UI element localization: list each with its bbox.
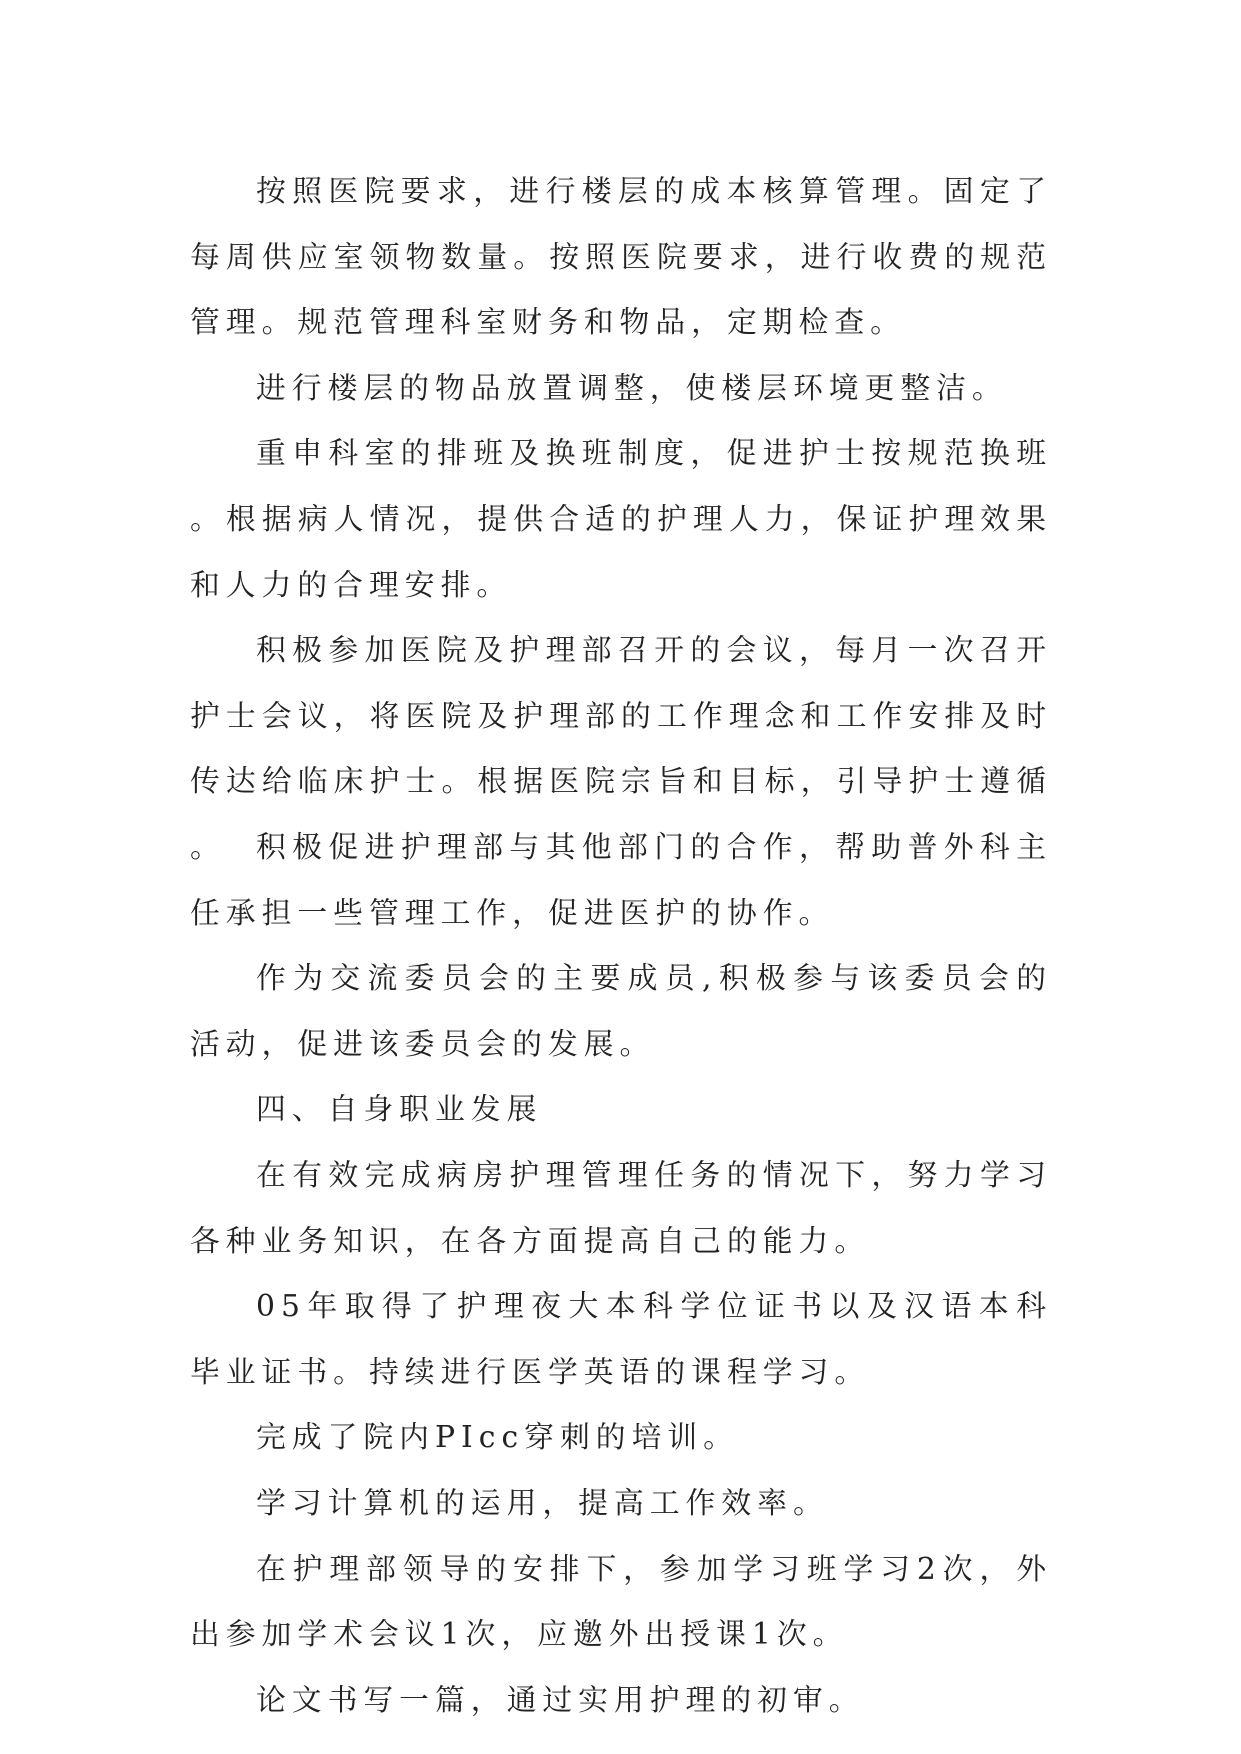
section-heading: 四、自身职业发展: [256, 1092, 543, 1128]
paragraph-thesis: 论文书写一篇，通过实用护理的初审。: [256, 1682, 865, 1718]
paragraph-computer-skills: 学习计算机的运用，提高工作效率。: [256, 1485, 829, 1521]
paragraph-cooperation: 积极促进护理部与其他部门的合作，帮助普外科主任承担一些管理工作，促进医护的协作。: [190, 829, 1052, 931]
paragraph-committee: 作为交流委员会的主要成员,积极参与该委员会的活动，促进该委员会的发展。: [190, 961, 1052, 1062]
paragraph-floor-arrangement: 进行楼层的物品放置调整，使楼层环境更整洁。: [256, 370, 1008, 406]
paragraph-study: 在有效完成病房护理管理任务的情况下，努力学习各种业务知识，在各方面提高自己的能力。: [190, 1157, 1052, 1259]
paragraph-cost-management: 按照医院要求，进行楼层的成本核算管理。固定了每周供应室领物数量。按照医院要求，进行收费的规范管理。规范管理科室财务和物品，定期检查。: [190, 174, 1052, 341]
document-body: [190, 159, 1052, 1733]
paragraph-meetings: 积极参加医院及护理部召开的会议，每月一次召开护士会议，将医院及护理部的工作理念和工作安排及时传达给临床护士。根据医院宗旨和目标，引导护士遵循。: [190, 633, 1052, 865]
paragraph-courses: 在护理部领导的安排下，参加学习班学习2次，外出参加学术会议1次，应邀外出授课1次。: [190, 1551, 1052, 1653]
paragraph-scheduling: 重申科室的排班及换班制度，促进护士按规范换班。根据病人情况，提供合适的护理人力，保证护理效果和人力的合理安排。: [190, 436, 1052, 603]
paragraph-certificates: 05年取得了护理夜大本科学位证书以及汉语本科毕业证书。持续进行医学英语的课程学习。: [190, 1289, 1052, 1390]
paragraph-picc-training: 完成了院内PIcc穿刺的培训。: [256, 1420, 739, 1456]
